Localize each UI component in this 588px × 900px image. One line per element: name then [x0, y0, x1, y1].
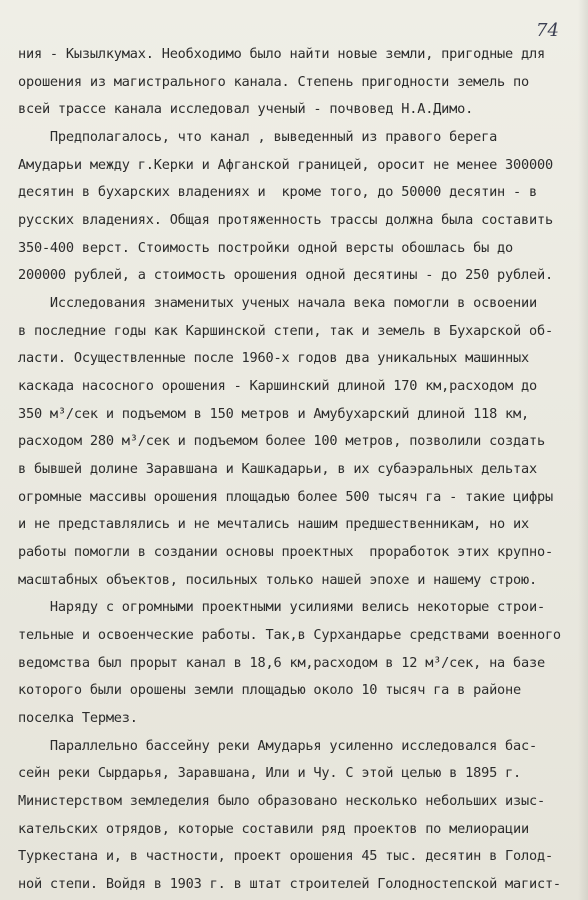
text-line: расходом 280 м³/сек и подъемом более 100 метров, позволили создать — [18, 433, 545, 449]
page-edge-shadow — [578, 0, 588, 900]
text-line: работы помогли в создании основы проектных проработок этих крупно- — [18, 544, 553, 560]
text-line: 350 м³/сек и подъемом в 150 метров и Амубухарский длиной 118 км, — [18, 406, 529, 422]
text-line: ведомства был прорыт канал в 18,6 км,расходом в 12 м³/сек, на базе — [18, 655, 545, 671]
text-line: кательских отрядов, которые составили ряд проектов по мелиорации — [18, 821, 529, 837]
text-line: Параллельно бассейну реки Амударья усиленно исследовался бас- — [18, 738, 537, 754]
text-line: Наряду с огромными проектными усилиями велись некоторые строи- — [18, 599, 545, 615]
text-line: 200000 рублей, а стоимость орошения одной десятины - до 250 рублей. — [18, 267, 553, 283]
text-line: масштабных объектов, посильных только нашей эпохе и нашему строю. — [18, 572, 537, 588]
text-line: 350-400 верст. Стоимость постройки одной версты обошлась бы до — [18, 240, 514, 256]
text-line: в последние годы как Каршинской степи, так и земель в Бухарской об- — [18, 323, 553, 339]
text-line: в бывшей долине Заравшана и Кашкадарьи, в их субаэральных дельтах — [18, 461, 537, 477]
text-line: Предполагалось, что канал , выведенный из правого берега — [18, 129, 498, 145]
text-line: огромные массивы орошения площадью более 500 тысяч га - такие цифры — [18, 489, 553, 505]
text-line: и не представлялись и не мечтались нашим предшественникам, но их — [18, 516, 529, 532]
text-line: Туркестана и, в частности, проект орошения 45 тыс. десятин в Голод- — [18, 848, 553, 864]
text-line: русских владениях. Общая протяженность трассы должна была составить — [18, 212, 553, 228]
text-line: орошения из магистрального канала. Степень пригодности земель по — [18, 74, 529, 90]
text-line: ласти. Осуществленные после 1960-х годов два уникальных машинных — [18, 350, 529, 366]
text-line: ной степи. Войдя в 1903 г. в штат строителей Голодностепской магист- — [18, 876, 561, 892]
page-number: 74 — [536, 20, 559, 41]
text-line: поселка Термез. — [18, 710, 138, 726]
text-line: тельные и освоенческие работы. Так,в Сурхандарье средствами военного — [18, 627, 561, 643]
text-line: Амударьи между г.Керки и Афганской границей, оросит не менее 300000 — [18, 157, 553, 173]
text-line: которого были орошены земли площадью около 10 тысяч га в районе — [18, 682, 522, 698]
text-line: Исследования знаменитых ученых начала века помогли в освоении — [18, 295, 537, 311]
text-line: каскада насосного орошения - Каршинский длиной 170 км,расходом до — [18, 378, 537, 394]
text-line: Министерством земледелия было образовано несколько небольших изыс- — [18, 793, 545, 809]
text-line: сейн реки Сырдарья, Заравшана, Или и Чу. С этой целью в 1895 г. — [18, 765, 522, 781]
text-line: ния - Кызылкумах. Необходимо было найти новые земли, пригодные для — [18, 46, 545, 62]
text-line: десятин в бухарских владениях и кроме того, до 50000 десятин - в — [18, 184, 537, 200]
text-line: всей трассе канала исследовал ученый - почвовед Н.А.Димо. — [18, 101, 474, 117]
